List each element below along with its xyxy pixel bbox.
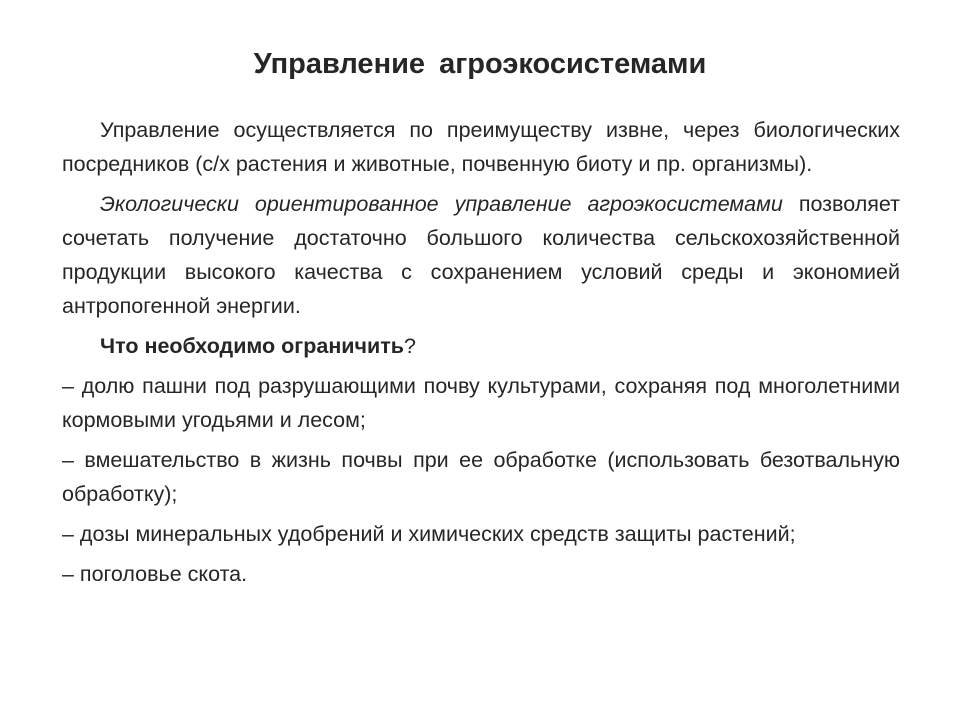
question-mark: ?: [403, 334, 416, 358]
eco-management-italic-text: Экологически ориентированное управление агроэкосистемами: [100, 192, 783, 216]
question-line: [62, 329, 900, 363]
slide-title: Управление агроэкосистемами: [253, 48, 707, 80]
list-item: – дозы минеральных удобрений и химических средств защиты растений;: [62, 522, 796, 546]
slide-body: [62, 113, 900, 597]
paragraph-eco-management: [62, 187, 900, 323]
list-item: – поголовье скота.: [62, 562, 248, 586]
question-bold-text: Что необходимо ограничить: [100, 334, 404, 358]
list-item: – долю пашни под разрушающими почву культурами, сохраняя под многолетними кормовыми угодьями и лесом;: [62, 374, 900, 432]
list-item: – вмешательство в жизнь почвы при ее обработке (использовать безотвальную обработку);: [62, 448, 900, 506]
paragraph-management: Управление осуществляется по преимуществу извне, через биологических посредников (с/х растения и животные, почвенную биоту и пр. организмы).: [62, 118, 900, 176]
eco-management-rest-text: позволяет сочетать получение достаточно большого количества сельскохозяйственной продукции высокого качества с сохранением условий среды и экономией антропогенной энергии.: [62, 192, 900, 318]
